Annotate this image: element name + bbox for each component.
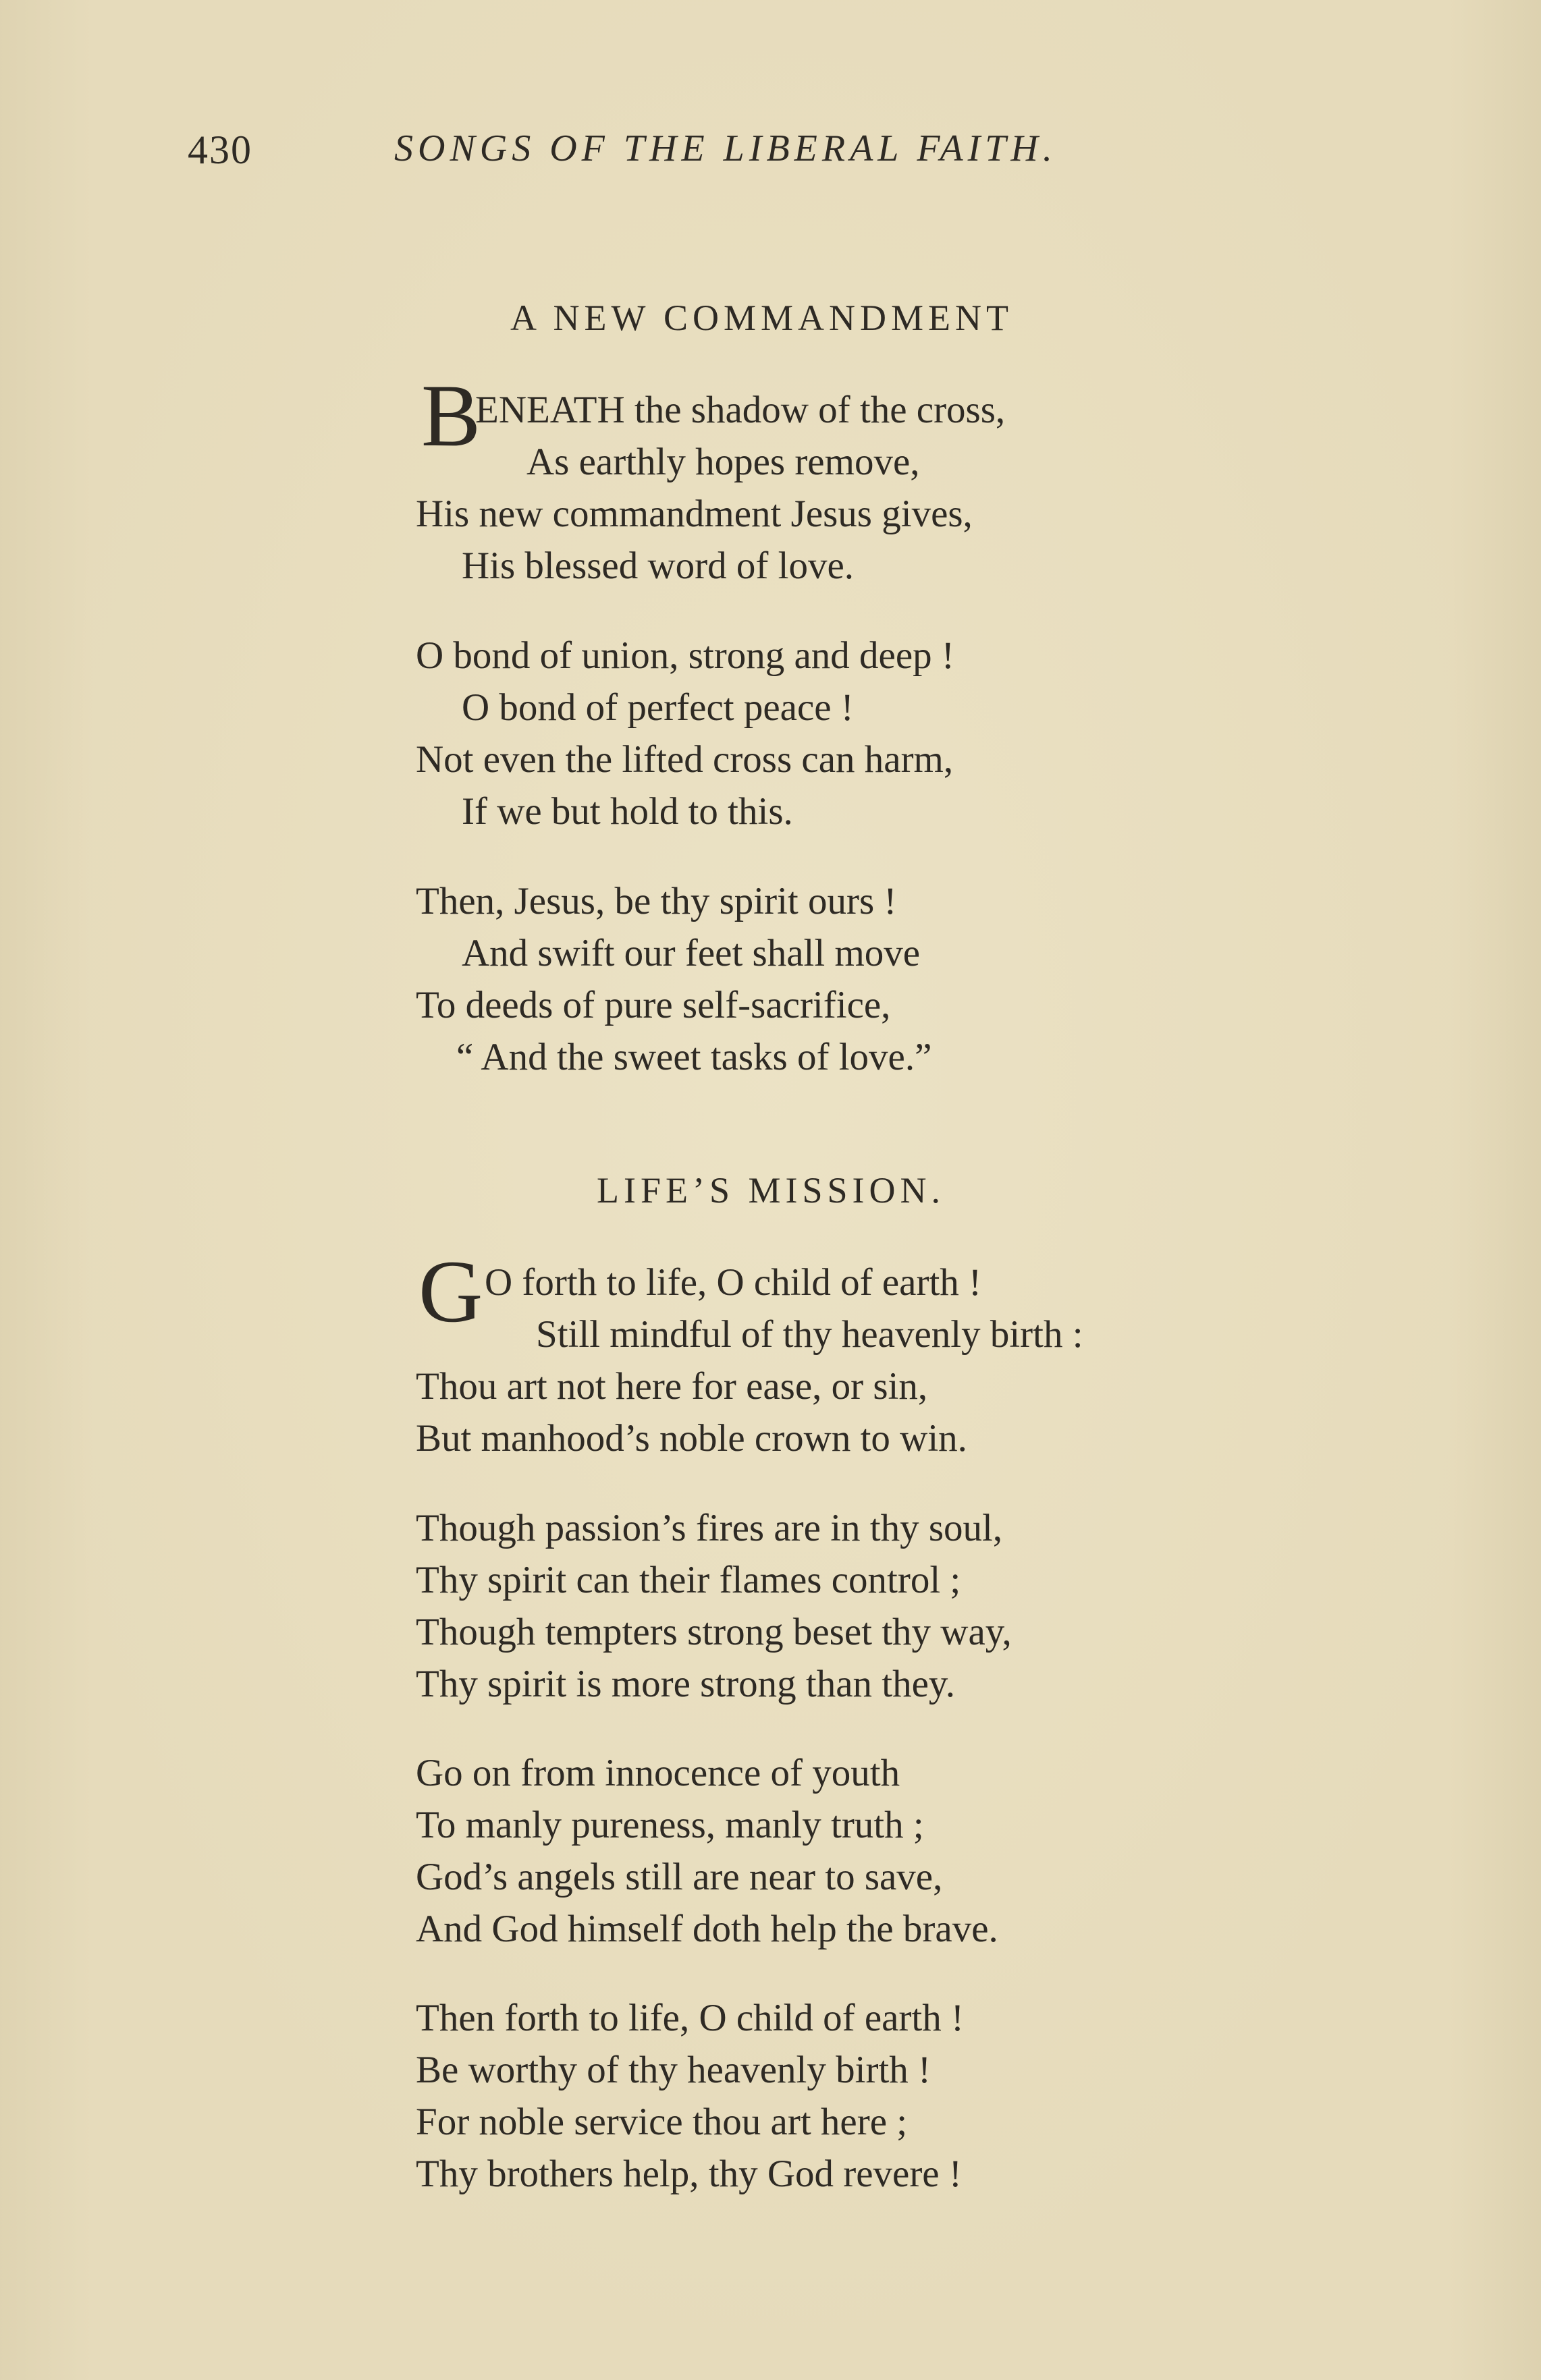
poem-line: Though passion’s fires are in thy soul, xyxy=(416,1507,1003,1549)
drop-cap: G xyxy=(418,1242,483,1341)
poem-title: A NEW COMMANDMENT xyxy=(510,298,1014,338)
poem-line: His new commandment Jesus gives, xyxy=(416,493,973,535)
poem-line: Thy spirit can their flames control ; xyxy=(416,1559,961,1601)
poem-title: LIFE’S MISSION. xyxy=(597,1170,946,1211)
poem-line: But manhood’s noble crown to win. xyxy=(416,1417,967,1460)
running-head: SONGS OF THE LIBERAL FAITH. xyxy=(394,128,1057,169)
poem-line: As earthly hopes remove, xyxy=(526,441,920,483)
poem-line: Thy brothers help, thy God revere ! xyxy=(416,2153,962,2195)
poem-line: Then, Jesus, be thy spirit ours ! xyxy=(416,880,897,922)
poem-line: And God himself doth help the brave. xyxy=(416,1908,998,1950)
poem-line: Thy spirit is more strong than they. xyxy=(416,1663,955,1705)
poem-line: His blessed word of love. xyxy=(462,545,854,587)
poem-line: To manly pureness, manly truth ; xyxy=(416,1804,924,1846)
poem-line: Though tempters strong beset thy way, xyxy=(416,1611,1012,1653)
poem-line: O bond of perfect peace ! xyxy=(462,686,854,729)
poem-line: And swift our feet shall move xyxy=(462,932,921,974)
poem-line: Still mindful of thy heavenly birth : xyxy=(536,1313,1083,1356)
poem-line: God’s angels still are near to save, xyxy=(416,1856,943,1898)
poem-line: O bond of union, strong and deep ! xyxy=(416,634,954,677)
poem-line: ENEATH the shadow of the cross, xyxy=(475,389,1006,431)
page-header xyxy=(188,127,1200,181)
poem-line: To deeds of pure self-sacrifice, xyxy=(416,984,891,1026)
poem-line: Thou art not here for ease, or sin, xyxy=(416,1365,928,1408)
poem-line: O forth to life, O child of earth ! xyxy=(485,1261,982,1304)
drop-cap: B xyxy=(421,366,481,465)
poem-line: If we but hold to this. xyxy=(462,790,793,833)
poem-line: “ And the sweet tasks of love.” xyxy=(456,1036,932,1078)
page-number: 430 xyxy=(188,128,252,172)
poem-line: Not even the lifted cross can harm, xyxy=(416,738,954,781)
poem-line: Go on from innocence of youth xyxy=(416,1752,900,1794)
poem-line: Then forth to life, O child of earth ! xyxy=(416,1997,964,2039)
poem-line: For noble service thou art here ; xyxy=(416,2101,908,2143)
poem-line: Be worthy of thy heavenly birth ! xyxy=(416,2049,931,2091)
